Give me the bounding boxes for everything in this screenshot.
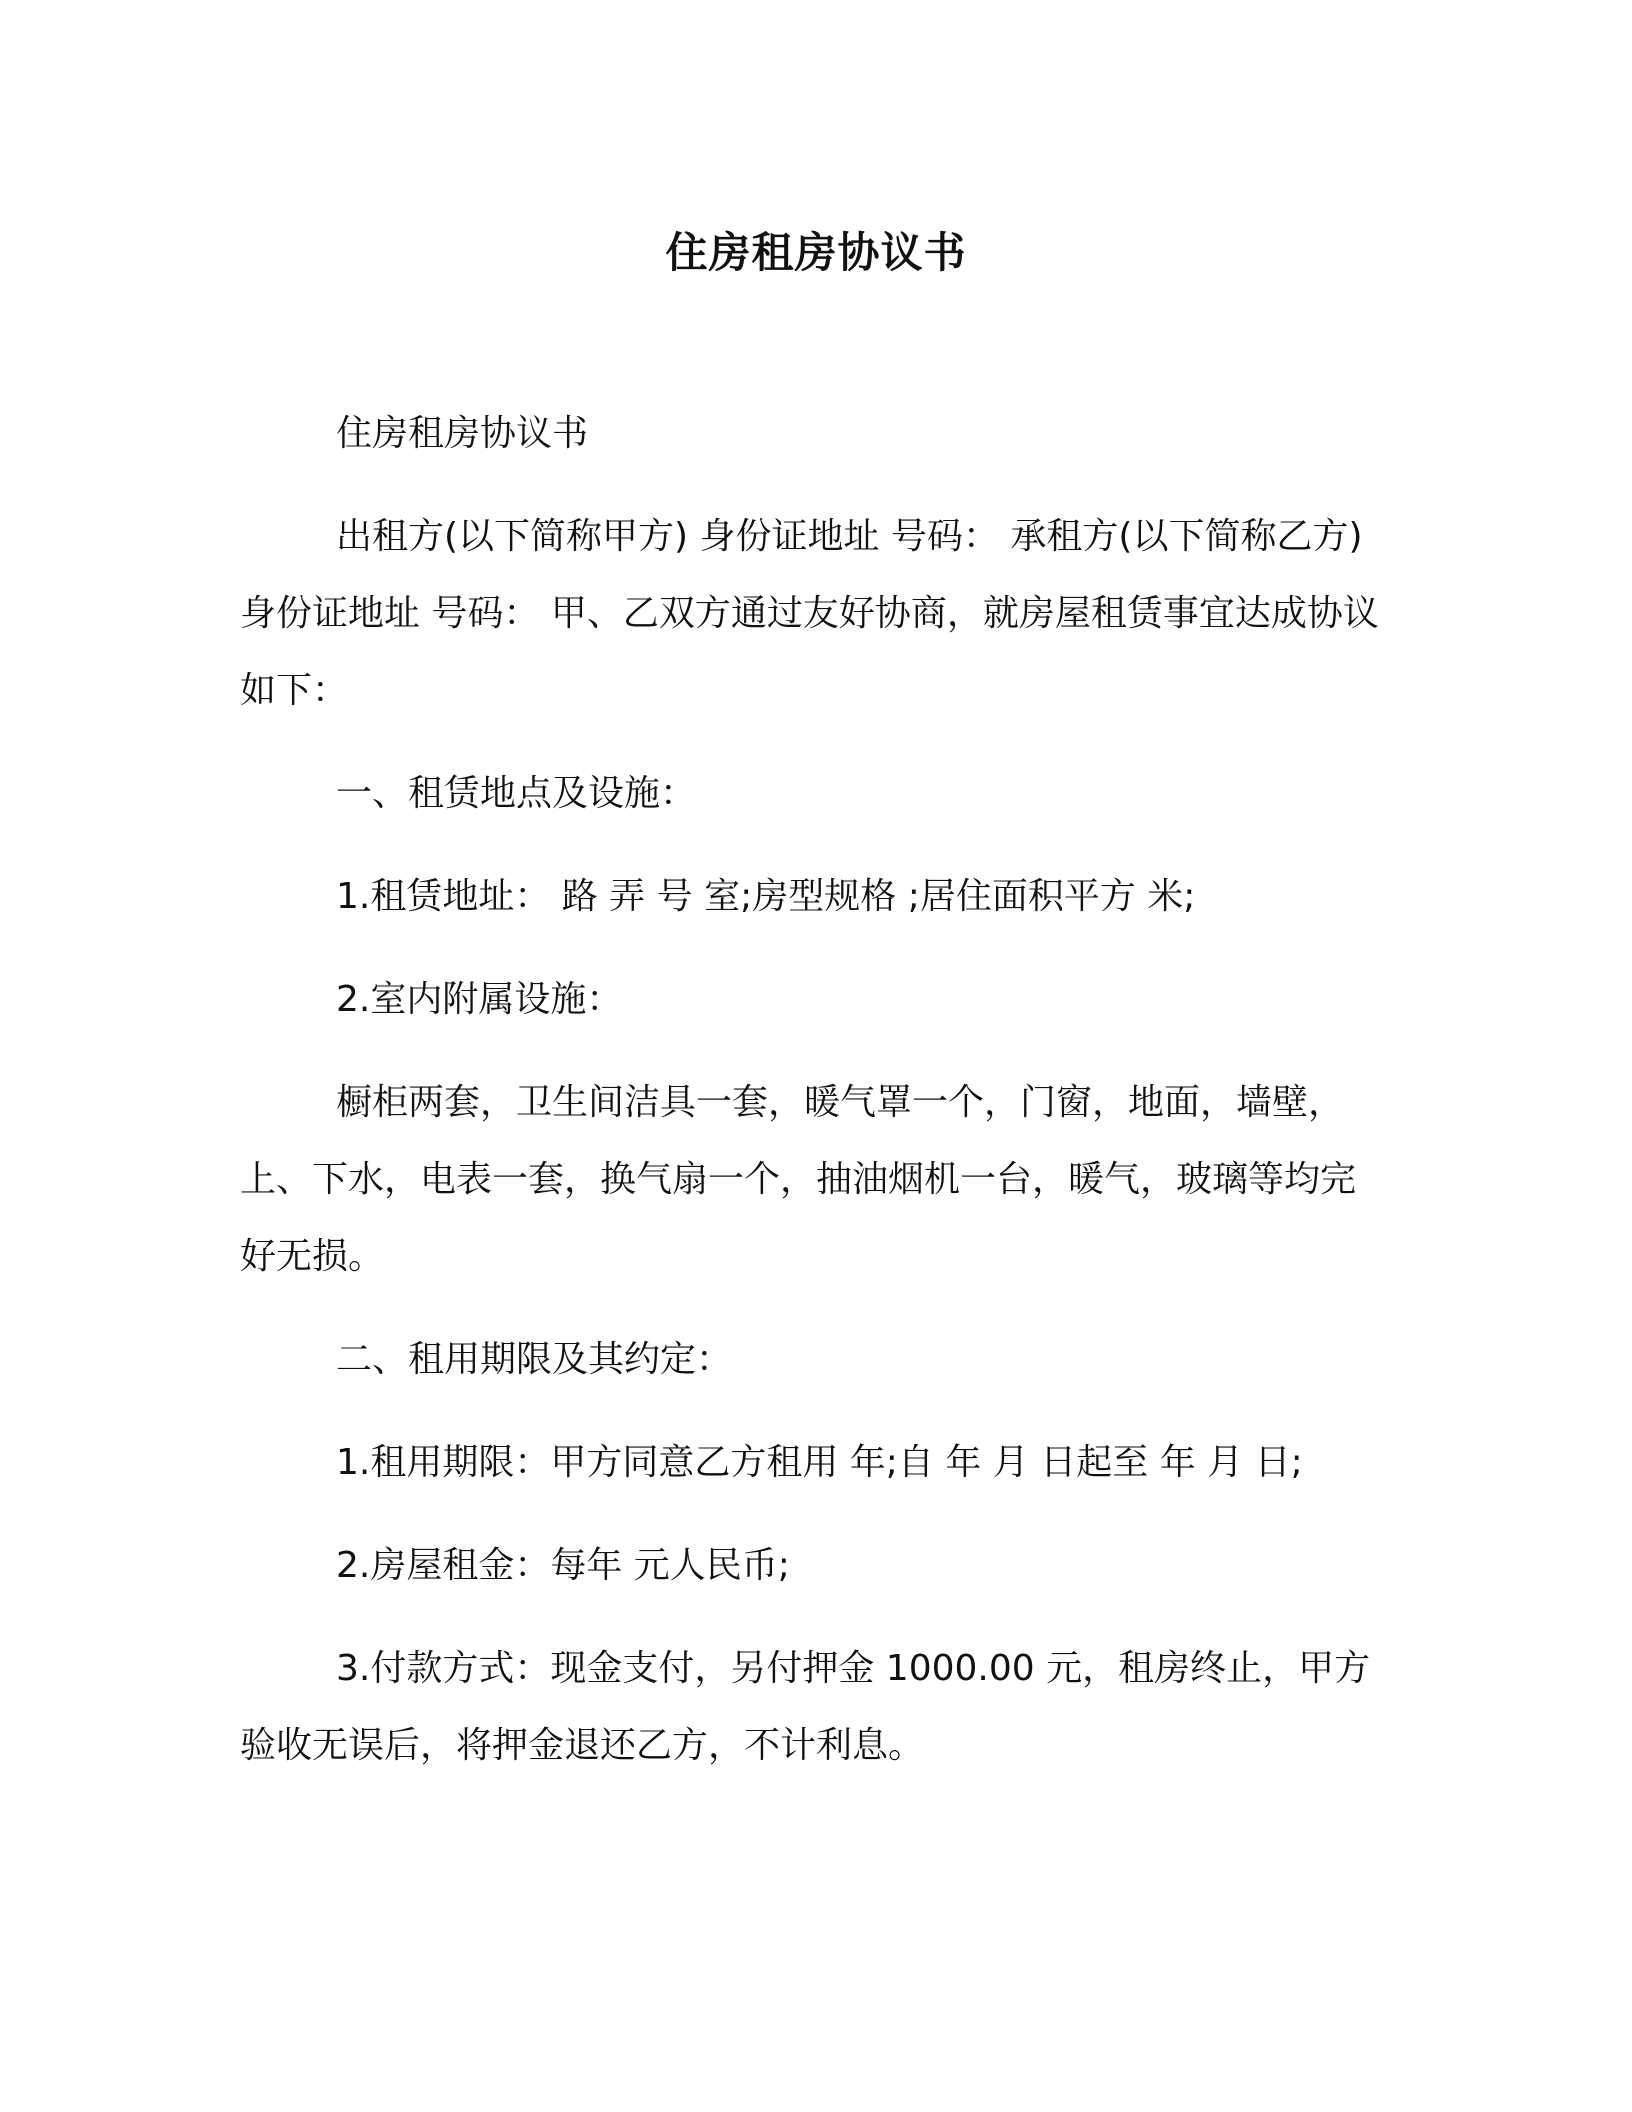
- paragraph-facilities-heading: 2.室内附属设施：: [336, 979, 623, 1020]
- paragraph-subtitle: 住房租房协议书: [336, 413, 589, 454]
- section-heading-location: 一、租赁地点及设施：: [336, 773, 697, 814]
- paragraph-address: 1.租赁地址： 路 弄 号 室;房型规格 ;居住面积平方 米;: [336, 876, 1196, 917]
- document-title: 住房租房协议书: [665, 228, 967, 277]
- section-heading-term: 二、租用期限及其约定：: [336, 1339, 733, 1380]
- paragraph-parties: 出租方(以下简称甲方) 身份证地址 号码： 承租方(以下简称乙方) 身份证地址 号码： 甲、乙双方通过友好协商，就房屋租赁事宜达成协议如下：: [240, 516, 1379, 711]
- document-body: [240, 395, 1380, 1810]
- paragraph-facilities-list: 橱柜两套，卫生间洁具一套，暖气罩一个，门窗，地面，墙壁，上、下水，电表一套，换气扇一个，抽油烟机一台，暖气，玻璃等均完好无损。: [240, 1082, 1357, 1277]
- paragraph-term: 1.租用期限：甲方同意乙方租用 年;自 年 月 日起至 年 月 日;: [336, 1442, 1303, 1483]
- paragraph-rent: 2.房屋租金：每年 元人民币;: [336, 1545, 790, 1586]
- paragraph-payment: 3.付款方式：现金支付，另付押金 1000.00 元，租房终止，甲方验收无误后，将押金退还乙方，不计利息。: [240, 1648, 1371, 1766]
